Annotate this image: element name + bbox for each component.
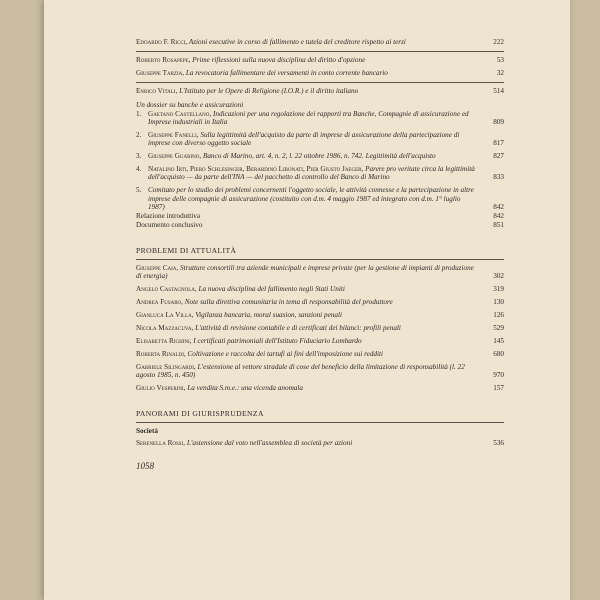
entry-author: Angelo Castagnola, [136,285,197,294]
entry-title: L'attività di revisione contabile e di certificati dei bilanci: profili penali [193,323,401,332]
page-number: 1058 [136,460,154,471]
entry-author: Nicola Mazzacuva, [136,323,194,332]
dossier-extra [136,212,504,220]
entry-page: 833 [493,173,504,182]
entry-page: 851 [493,221,504,229]
entry-author: Elisabetta Righini, [136,336,192,345]
dossier-item [136,165,504,182]
toc-entry [136,311,504,319]
entry-page: 809 [493,117,504,126]
extra-label: Documento conclusivo [136,221,203,229]
book-page [44,0,570,600]
toc-entry [136,384,504,392]
entry-author: Gabriele Silingardi, [136,362,196,371]
entry-page: 32 [496,68,504,77]
item-number: 4. [136,165,142,174]
entry-page: 126 [493,310,504,319]
entry-page: 536 [493,439,504,448]
toc-entry [136,337,504,345]
entry-page: 514 [493,86,504,95]
entry-author: Giuseppe Tarzia, [136,68,185,77]
entry-title: Azioni esecutive in corso di fallimento e tutela del creditore rispetto ai terzi [187,38,406,46]
entry-page: 53 [496,55,504,64]
toc-entry [136,363,504,380]
dossier-item [136,109,504,127]
entry-title: L'Istituto per le Opere di Religione (I.O.R.) e il diritto italiano [177,86,359,95]
entry-author: Roberta Rinaldi, [136,349,186,358]
entry-title: L'estensione al vettore stradale di cose del beneficio della limitazione di responsabilità (l. 22 agosto 1985, n. 450) [136,362,465,379]
toc-entry [136,350,504,358]
item-number: 5. [136,186,142,195]
entry-title: L'astensione dal voto nell'assemblea di società per azioni [185,439,353,448]
dossier-item [136,152,504,161]
entry-title: Note sulla direttiva comunitaria in tema di responsabilità del produttore [182,298,393,307]
entry-page: 680 [493,349,504,358]
entry-title: Comitato per lo studio dei problemi concernenti l'oggetto sociale, le attività connesse e la partecipazione in altre imprese delle compagnie di assicurazione (costituito con d.m. 4 maggio 1987 ed integrato con d.m. 1° luglio 1987) [148,186,474,212]
entry-author: Giulio Vesperini, [136,383,186,392]
toc-entry [136,439,504,447]
entry-page: 827 [493,152,504,161]
entry-title: Vigilanza bancaria, moral suasion, sanzioni penali [193,310,342,319]
entry-author: Giuseppe Caia, [136,263,179,272]
entry-title: Indicazioni per una regolazione dei rapporti tra Banche, Compagnie di assicurazione ed Imprese industriali in Italia [148,109,469,126]
entry-page: 970 [493,370,504,379]
toc-entry [136,38,504,46]
entry-title: Strutture consortili tra aziende municipali e imprese private (per la gestione di impianti di produzione di energia) [136,263,474,281]
extra-label: Relazione introduttiva [136,212,201,221]
toc-entry [136,324,504,332]
toc-entry [136,56,504,64]
toc-entry [136,87,504,95]
item-number: 3. [136,152,142,161]
entry-author: Serenella Rossi, [136,439,186,448]
toc-entry [136,285,504,293]
entry-title: La nuova disciplina del fallimento negli Stati Uniti [196,285,345,294]
entry-page: 145 [493,336,504,345]
entry-title: Parere pro veritate circa la legittimità dell'acquisto — da parte dell'INA — del pacchetto di controllo del Banco di Marino [148,165,475,182]
entry-page: 222 [493,38,504,46]
dossier-extra [136,221,504,229]
section-title-problemi: PROBLEMI DI ATTUALITÀ [136,246,237,256]
entry-title: Sulla legittimità dell'acquisto da parte di imprese di assicurazione della partecipazione di imprese con diverso oggetto sociale [148,130,460,148]
entry-page: 842 [493,212,504,221]
subsection-heading: Società [136,426,158,435]
entry-page: 319 [493,285,504,294]
entry-author: Giuseppe Fanelli, [148,130,199,139]
entry-title: La vendita S.m.e.: una vicenda anomala [185,383,303,392]
divider [136,259,504,260]
dossier-heading: Un dossier su banche e assicurazioni [136,101,244,110]
entry-page: 130 [493,298,504,307]
dossier-item [136,130,504,148]
entry-page: 842 [493,203,504,212]
entry-author: Andrea Fusaro, [136,298,183,307]
divider [136,82,504,83]
entry-title: La revocatoria fallimentare dei versamenti in conto corrente bancario [184,68,388,77]
entry-title: I certificati patrimoniali dell'Istituto Fiduciario Lombardo [191,336,362,345]
entry-author: Enrico Vitali, [136,86,178,95]
section-title-panorami: PANORAMI DI GIURISPRUDENZA [136,409,264,419]
entry-author: Gianluca La Villa, [136,310,194,319]
toc-entry [136,298,504,306]
divider [136,422,504,423]
entry-page: 157 [493,383,504,392]
entry-title: Coltivazione e raccolta dei tartufi ai fini dell'imposizione sui redditi [185,349,384,358]
entry-author: Natalino Irti, Piero Schlesinger, Berardino Libonati, Pier Giusto Jaeger, [148,165,364,174]
entry-author: Giuseppe Guarino, [148,152,202,161]
divider [136,51,504,52]
entry-author: Roberto Rosapepe, [136,55,191,64]
toc-entry [136,69,504,77]
entry-page: 302 [493,272,504,281]
item-number: 2. [136,130,142,139]
table-of-contents [136,38,504,470]
toc-entry [136,264,504,281]
entry-author: Edoardo F. Ricci, [136,38,188,46]
dossier-item [136,186,504,212]
item-number: 1. [136,109,142,118]
entry-author: Gaetano Castellano, [148,109,212,118]
entry-title: Prime riflessioni sulla nuova disciplina del diritto d'opzione [190,55,366,64]
entry-title: Banco di Marino, art. 4, n. 2, l. 22 ottobre 1986, n. 742. Legittimità dell'acquisto [201,152,436,161]
entry-page: 817 [493,139,504,148]
entry-page: 529 [493,323,504,332]
